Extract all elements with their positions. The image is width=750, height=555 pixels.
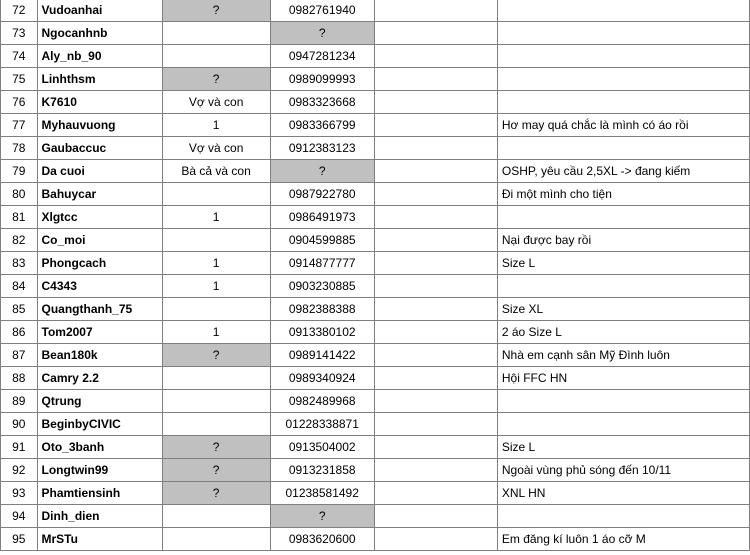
username-cell[interactable]: K7610 bbox=[37, 91, 162, 114]
table-row bbox=[1, 436, 750, 459]
quantity-cell[interactable]: Vợ và con bbox=[162, 91, 270, 114]
phone-cell[interactable]: 0947281234 bbox=[270, 45, 374, 68]
note-cell[interactable]: 2 áo Size L bbox=[497, 321, 749, 344]
row-number-cell[interactable]: 80 bbox=[1, 183, 38, 206]
table-row bbox=[1, 482, 750, 505]
quantity-cell[interactable]: ? bbox=[162, 68, 270, 91]
username-cell[interactable]: Quangthanh_75 bbox=[37, 298, 162, 321]
table-row bbox=[1, 68, 750, 91]
phone-cell[interactable]: 0913380102 bbox=[270, 321, 374, 344]
table-row bbox=[1, 528, 750, 551]
note-cell[interactable] bbox=[497, 22, 749, 45]
table-row bbox=[1, 459, 750, 482]
row-number-cell[interactable]: 87 bbox=[1, 344, 38, 367]
note-cell[interactable] bbox=[497, 505, 749, 528]
quantity-cell[interactable] bbox=[162, 22, 270, 45]
username-cell[interactable]: Tom2007 bbox=[37, 321, 162, 344]
table-row bbox=[1, 298, 750, 321]
table-row bbox=[1, 321, 750, 344]
phone-cell[interactable]: 0982489968 bbox=[270, 390, 374, 413]
quantity-cell[interactable]: ? bbox=[162, 0, 270, 22]
phone-cell[interactable]: 0903230885 bbox=[270, 275, 374, 298]
row-number-cell[interactable]: 73 bbox=[1, 22, 38, 45]
table-body bbox=[1, 0, 750, 551]
quantity-cell[interactable]: 1 bbox=[162, 206, 270, 229]
note-cell[interactable]: Hội FFC HN bbox=[497, 367, 749, 390]
note-cell[interactable]: Đi một mình cho tiện bbox=[497, 183, 749, 206]
username-cell[interactable]: Myhauvuong bbox=[37, 114, 162, 137]
username-cell[interactable]: Xlgtcc bbox=[37, 206, 162, 229]
empty-cell[interactable] bbox=[374, 114, 497, 137]
quantity-cell[interactable]: ? bbox=[162, 436, 270, 459]
row-number-cell[interactable]: 90 bbox=[1, 413, 38, 436]
empty-cell[interactable] bbox=[374, 344, 497, 367]
quantity-cell[interactable] bbox=[162, 528, 270, 551]
empty-cell[interactable] bbox=[374, 528, 497, 551]
table-row bbox=[1, 91, 750, 114]
row-number-cell[interactable]: 89 bbox=[1, 390, 38, 413]
phone-cell[interactable]: 0983620600 bbox=[270, 528, 374, 551]
note-cell[interactable]: Em đăng kí luôn 1 áo cỡ M bbox=[497, 528, 749, 551]
phone-cell[interactable]: ? bbox=[270, 22, 374, 45]
phone-cell[interactable]: 0989141422 bbox=[270, 344, 374, 367]
row-number-cell[interactable]: 86 bbox=[1, 321, 38, 344]
table-row bbox=[1, 252, 750, 275]
table-row bbox=[1, 344, 750, 367]
empty-cell[interactable] bbox=[374, 482, 497, 505]
empty-cell[interactable] bbox=[374, 22, 497, 45]
note-cell[interactable] bbox=[497, 413, 749, 436]
username-cell[interactable]: Phongcach bbox=[37, 252, 162, 275]
username-cell[interactable]: MrSTu bbox=[37, 528, 162, 551]
table-row bbox=[1, 413, 750, 436]
quantity-cell[interactable] bbox=[162, 183, 270, 206]
phone-cell[interactable]: 0913231858 bbox=[270, 459, 374, 482]
quantity-cell[interactable]: 1 bbox=[162, 321, 270, 344]
username-cell[interactable]: C4343 bbox=[37, 275, 162, 298]
row-number-cell[interactable]: 76 bbox=[1, 91, 38, 114]
username-cell[interactable]: Ngocanhnb bbox=[37, 22, 162, 45]
phone-cell[interactable]: 0914877777 bbox=[270, 252, 374, 275]
row-number-cell[interactable]: 93 bbox=[1, 482, 38, 505]
quantity-cell[interactable] bbox=[162, 390, 270, 413]
username-cell[interactable]: Co_moi bbox=[37, 229, 162, 252]
table-row bbox=[1, 275, 750, 298]
phone-cell[interactable]: 0989099993 bbox=[270, 68, 374, 91]
phone-cell[interactable]: 0912383123 bbox=[270, 137, 374, 160]
empty-cell[interactable] bbox=[374, 459, 497, 482]
username-cell[interactable]: Da cuoi bbox=[37, 160, 162, 183]
phone-cell[interactable]: 0986491973 bbox=[270, 206, 374, 229]
phone-cell[interactable]: 0982761940 bbox=[270, 0, 374, 22]
phone-cell[interactable]: ? bbox=[270, 505, 374, 528]
row-number-cell[interactable]: 82 bbox=[1, 229, 38, 252]
table-row bbox=[1, 45, 750, 68]
quantity-cell[interactable]: ? bbox=[162, 344, 270, 367]
empty-cell[interactable] bbox=[374, 183, 497, 206]
quantity-cell[interactable]: 1 bbox=[162, 114, 270, 137]
username-cell[interactable]: Gaubaccuc bbox=[37, 137, 162, 160]
phone-cell[interactable]: 0983366799 bbox=[270, 114, 374, 137]
username-cell[interactable]: Phamtiensinh bbox=[37, 482, 162, 505]
note-cell[interactable] bbox=[497, 206, 749, 229]
phone-cell[interactable]: 0913504002 bbox=[270, 436, 374, 459]
empty-cell[interactable] bbox=[374, 436, 497, 459]
row-number-cell[interactable]: 83 bbox=[1, 252, 38, 275]
empty-cell[interactable] bbox=[374, 160, 497, 183]
note-cell[interactable] bbox=[497, 68, 749, 91]
quantity-cell[interactable] bbox=[162, 45, 270, 68]
note-cell[interactable]: Nhà em cạnh sân Mỹ Đình luôn bbox=[497, 344, 749, 367]
phone-cell[interactable]: 0983323668 bbox=[270, 91, 374, 114]
empty-cell[interactable] bbox=[374, 275, 497, 298]
note-cell[interactable]: Size L bbox=[497, 252, 749, 275]
username-cell[interactable]: Aly_nb_90 bbox=[37, 45, 162, 68]
empty-cell[interactable] bbox=[374, 390, 497, 413]
quantity-cell[interactable]: 1 bbox=[162, 252, 270, 275]
note-cell[interactable]: XNL HN bbox=[497, 482, 749, 505]
phone-cell[interactable]: 01238581492 bbox=[270, 482, 374, 505]
empty-cell[interactable] bbox=[374, 505, 497, 528]
quantity-cell[interactable]: Vợ và con bbox=[162, 137, 270, 160]
table-row bbox=[1, 0, 750, 22]
table-row bbox=[1, 114, 750, 137]
phone-cell[interactable]: 0987922780 bbox=[270, 183, 374, 206]
username-cell[interactable]: Camry 2.2 bbox=[37, 367, 162, 390]
table-row bbox=[1, 160, 750, 183]
empty-cell[interactable] bbox=[374, 68, 497, 91]
table-row bbox=[1, 505, 750, 528]
empty-cell[interactable] bbox=[374, 45, 497, 68]
empty-cell[interactable] bbox=[374, 91, 497, 114]
table-row bbox=[1, 229, 750, 252]
username-cell[interactable]: Oto_3banh bbox=[37, 436, 162, 459]
empty-cell[interactable] bbox=[374, 229, 497, 252]
quantity-cell[interactable]: Bà cả và con bbox=[162, 160, 270, 183]
empty-cell[interactable] bbox=[374, 321, 497, 344]
row-number-cell[interactable]: 74 bbox=[1, 45, 38, 68]
row-number-cell[interactable]: 72 bbox=[1, 0, 38, 22]
username-cell[interactable]: Longtwin99 bbox=[37, 459, 162, 482]
note-cell[interactable]: Size L bbox=[497, 436, 749, 459]
row-number-cell[interactable]: 79 bbox=[1, 160, 38, 183]
username-cell[interactable]: Vudoanhai bbox=[37, 0, 162, 22]
row-number-cell[interactable]: 92 bbox=[1, 459, 38, 482]
quantity-cell[interactable] bbox=[162, 367, 270, 390]
username-cell[interactable]: Linhthsm bbox=[37, 68, 162, 91]
quantity-cell[interactable]: ? bbox=[162, 482, 270, 505]
row-number-cell[interactable]: 94 bbox=[1, 505, 38, 528]
empty-cell[interactable] bbox=[374, 252, 497, 275]
empty-cell[interactable] bbox=[374, 367, 497, 390]
quantity-cell[interactable]: 1 bbox=[162, 275, 270, 298]
note-cell[interactable]: OSHP, yêu cầu 2,5XL -> đang kiếm bbox=[497, 160, 749, 183]
row-number-cell[interactable]: 78 bbox=[1, 137, 38, 160]
username-cell[interactable]: Bean180k bbox=[37, 344, 162, 367]
row-number-cell[interactable]: 81 bbox=[1, 206, 38, 229]
phone-cell[interactable]: 0982388388 bbox=[270, 298, 374, 321]
quantity-cell[interactable] bbox=[162, 505, 270, 528]
username-cell[interactable]: BeginbyCIVIC bbox=[37, 413, 162, 436]
empty-cell[interactable] bbox=[374, 206, 497, 229]
empty-cell[interactable] bbox=[374, 0, 497, 22]
row-number-cell[interactable]: 88 bbox=[1, 367, 38, 390]
table-row bbox=[1, 183, 750, 206]
quantity-cell[interactable] bbox=[162, 413, 270, 436]
row-number-cell[interactable]: 91 bbox=[1, 436, 38, 459]
table-row bbox=[1, 22, 750, 45]
row-number-cell[interactable]: 85 bbox=[1, 298, 38, 321]
username-cell[interactable]: Qtrung bbox=[37, 390, 162, 413]
row-number-cell[interactable]: 77 bbox=[1, 114, 38, 137]
note-cell[interactable] bbox=[497, 0, 749, 22]
note-cell[interactable] bbox=[497, 45, 749, 68]
username-cell[interactable]: Dinh_dien bbox=[37, 505, 162, 528]
empty-cell[interactable] bbox=[374, 298, 497, 321]
note-cell[interactable]: Ngoài vùng phủ sóng đến 10/11 bbox=[497, 459, 749, 482]
quantity-cell[interactable] bbox=[162, 298, 270, 321]
note-cell[interactable] bbox=[497, 137, 749, 160]
username-cell[interactable]: Bahuycar bbox=[37, 183, 162, 206]
phone-cell[interactable]: 0904599885 bbox=[270, 229, 374, 252]
table-row bbox=[1, 137, 750, 160]
phone-cell[interactable]: 01228338871 bbox=[270, 413, 374, 436]
empty-cell[interactable] bbox=[374, 413, 497, 436]
table-row bbox=[1, 390, 750, 413]
row-number-cell[interactable]: 84 bbox=[1, 275, 38, 298]
table-row bbox=[1, 206, 750, 229]
row-number-cell[interactable]: 95 bbox=[1, 528, 38, 551]
table-row bbox=[1, 367, 750, 390]
note-cell[interactable]: Nại được bay rồi bbox=[497, 229, 749, 252]
phone-cell[interactable]: ? bbox=[270, 160, 374, 183]
row-number-cell[interactable]: 75 bbox=[1, 68, 38, 91]
note-cell[interactable] bbox=[497, 275, 749, 298]
note-cell[interactable] bbox=[497, 91, 749, 114]
empty-cell[interactable] bbox=[374, 137, 497, 160]
note-cell[interactable]: Hơ may quá chắc là mình có áo rồi bbox=[497, 114, 749, 137]
note-cell[interactable]: Size XL bbox=[497, 298, 749, 321]
quantity-cell[interactable] bbox=[162, 229, 270, 252]
phone-cell[interactable]: 0989340924 bbox=[270, 367, 374, 390]
quantity-cell[interactable]: ? bbox=[162, 459, 270, 482]
note-cell[interactable] bbox=[497, 390, 749, 413]
